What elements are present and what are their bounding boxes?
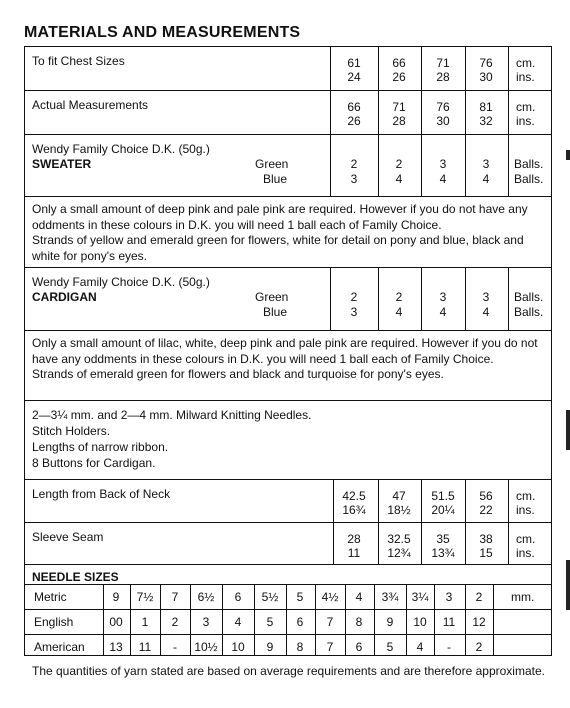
row-divider	[24, 522, 552, 523]
sleeve-cm-value: 38	[479, 532, 493, 546]
chest-ins-value: 24	[347, 70, 361, 84]
cardigan-green-value: 3	[482, 290, 490, 304]
sleeve-unit-cm: cm.	[516, 532, 536, 546]
needle-metric-value: 3¾	[381, 590, 399, 604]
length-cm-value: 56	[479, 489, 493, 503]
actual-unit-ins: ins.	[516, 114, 535, 128]
needle-english-value: 11	[442, 615, 456, 629]
length-cm-value: 51.5	[431, 489, 455, 503]
sweater-green-value: 2	[350, 157, 358, 171]
sweater-unit: Balls.	[514, 157, 544, 171]
actual-cm-value: 66	[347, 100, 361, 114]
actual-ins-value: 32	[479, 114, 493, 128]
cardigan-green-value: 2	[395, 290, 403, 304]
sweater-blue-value: 4	[482, 172, 490, 186]
needle-american-value: 6	[355, 640, 363, 654]
needle-american-value: 8	[296, 640, 304, 654]
footnote: The quantities of yarn stated are based on average requirements and are therefore approximate.	[32, 664, 545, 678]
chest-ins-value: 26	[392, 70, 406, 84]
length-unit-ins: ins.	[516, 503, 535, 517]
actual-label: Actual Measurements	[32, 98, 149, 112]
row-divider	[24, 134, 552, 135]
length-ins-value: 22	[479, 503, 493, 517]
needle-english-value: 8	[355, 615, 363, 629]
needle-sizes-heading: NEEDLE SIZES	[32, 570, 119, 584]
chest-unit-ins: ins.	[516, 70, 535, 84]
cardigan-color2-label: Blue	[263, 305, 288, 319]
cardigan-unit: Balls.	[514, 305, 544, 319]
needle-american-value: -	[173, 640, 177, 654]
sleeve-cm-value: 28	[347, 532, 361, 546]
row-divider	[24, 90, 552, 91]
sweater-green-value: 2	[395, 157, 403, 171]
cardigan-blue-value: 4	[482, 305, 490, 319]
sleeve-cm-value: 32.5	[387, 532, 411, 546]
sweater-green-value: 3	[482, 157, 490, 171]
needle-english-value: 6	[296, 615, 304, 629]
needle-english-value: 5	[266, 615, 274, 629]
needle-english-value: 12	[472, 615, 486, 629]
cardigan-note	[32, 336, 546, 383]
needle-english-value: 00	[109, 615, 123, 629]
sleeve-unit-ins: ins.	[516, 546, 535, 560]
needle-metric-value: 9	[112, 590, 120, 604]
cardigan-blue-value: 3	[350, 305, 358, 319]
needle-metric-value: 5	[296, 590, 304, 604]
sweater-note-paragraph: Strands of yellow and emerald green for flowers, white for detail on pony and blue, black and white for pony's eyes.	[32, 233, 524, 263]
needle-american-value: 10½	[194, 640, 218, 654]
cardigan-green-value: 3	[439, 290, 447, 304]
needle-metric-value: 7	[171, 590, 179, 604]
sweater-unit: Balls.	[514, 172, 544, 186]
needle-metric-value: 6	[234, 590, 242, 604]
cardigan-blue-value: 4	[439, 305, 447, 319]
needle-american-value: 13	[109, 640, 123, 654]
length-cm-value: 42.5	[342, 489, 366, 503]
needle-metric-value: 3¼	[411, 590, 429, 604]
needle-english-value: 3	[202, 615, 210, 629]
actual-cm-value: 76	[436, 100, 450, 114]
row-divider	[24, 400, 552, 401]
sleeve-ins-value: 12¾	[387, 546, 411, 560]
row-divider	[24, 330, 552, 331]
sleeve-label: Sleeve Seam	[32, 530, 104, 544]
needle-metric-value: 4½	[321, 590, 339, 604]
needle-american-value: 5	[386, 640, 394, 654]
cardigan-note-paragraph: Only a small amount of lilac, white, deep pink and pale pink are required. However if you do not have any oddments in these colours in D.K. you will need 1 ball each of Family Choice.	[32, 336, 538, 366]
row-divider	[24, 196, 552, 197]
materials-list-item: Lengths of narrow ribbon.	[32, 440, 169, 454]
chest-cm-value: 61	[347, 56, 361, 70]
chest-ins-value: 30	[479, 70, 493, 84]
cardigan-note-paragraph: Strands of emerald green for flowers and black and turquoise for pony's eyes.	[32, 367, 444, 381]
sweater-color1-label: Green	[255, 157, 289, 171]
sleeve-ins-value: 11	[347, 546, 361, 560]
adjacent-page-edge	[566, 560, 570, 610]
length-label: Length from Back of Neck	[32, 487, 171, 501]
cardigan-blue-value: 4	[395, 305, 403, 319]
needle-metric-label: Metric	[34, 590, 67, 604]
needle-english-value: 7	[326, 615, 334, 629]
needle-american-value: 10	[231, 640, 245, 654]
actual-ins-value: 26	[347, 114, 361, 128]
actual-cm-value: 71	[392, 100, 406, 114]
adjacent-page-edge	[566, 150, 570, 160]
needle-metric-value: 5½	[261, 590, 279, 604]
cardigan-green-value: 2	[350, 290, 358, 304]
row-divider	[24, 564, 552, 565]
length-unit-cm: cm.	[516, 489, 536, 503]
actual-cm-value: 81	[479, 100, 493, 114]
chest-cm-value: 76	[479, 56, 493, 70]
sweater-note	[32, 202, 546, 264]
sweater-blue-value: 4	[439, 172, 447, 186]
needle-english-value: 9	[386, 615, 394, 629]
length-cm-value: 47	[392, 489, 406, 503]
needle-metric-value: 4	[355, 590, 363, 604]
chest-cm-value: 71	[436, 56, 450, 70]
needle-american-value: 9	[266, 640, 274, 654]
sweater-yarn: Wendy Family Choice D.K. (50g.)	[32, 142, 210, 156]
needle-english-value: 4	[234, 615, 242, 629]
actual-unit-cm: cm.	[516, 100, 536, 114]
needle-american-value: 4	[416, 640, 424, 654]
needle-metric-value: 2	[475, 590, 483, 604]
needle-metric-value: 3	[445, 590, 453, 604]
sleeve-ins-value: 15	[479, 546, 493, 560]
sweater-blue-value: 4	[395, 172, 403, 186]
sweater-color2-label: Blue	[263, 172, 288, 186]
page-title: MATERIALS AND MEASUREMENTS	[24, 24, 301, 41]
row-divider	[24, 479, 552, 480]
needle-english-label: English	[34, 615, 74, 629]
adjacent-page-edge	[566, 410, 570, 450]
cardigan-color1-label: Green	[255, 290, 289, 304]
needle-english-value: 10	[413, 615, 427, 629]
needle-metric-value: 7½	[136, 590, 154, 604]
chest-label: To fit Chest Sizes	[32, 54, 125, 68]
actual-ins-value: 28	[392, 114, 406, 128]
cardigan-yarn: Wendy Family Choice D.K. (50g.)	[32, 275, 210, 289]
sleeve-cm-value: 35	[436, 532, 450, 546]
needle-metric-unit: mm.	[511, 590, 535, 604]
row-divider	[24, 267, 552, 268]
sweater-note-paragraph: Only a small amount of deep pink and pale pink are required. However if you do not have any oddments in these colours in D.K. you will need 1 ball each of Family Choice.	[32, 202, 528, 232]
needle-english-value: 1	[141, 615, 149, 629]
chest-cm-value: 66	[392, 56, 406, 70]
sleeve-ins-value: 13¾	[431, 546, 455, 560]
length-ins-value: 16¾	[342, 503, 366, 517]
cardigan-unit: Balls.	[514, 290, 544, 304]
materials-list-item: 2—3¼ mm. and 2—4 mm. Milward Knitting Needles.	[32, 408, 312, 422]
length-ins-value: 18½	[387, 503, 411, 517]
needle-english-value: 2	[171, 615, 179, 629]
sweater-blue-value: 3	[350, 172, 358, 186]
actual-ins-value: 30	[436, 114, 450, 128]
needle-metric-value: 6½	[197, 590, 215, 604]
needle-american-value: -	[447, 640, 451, 654]
needle-american-value: 7	[326, 640, 334, 654]
needle-american-label: American	[34, 640, 85, 654]
needle-american-value: 11	[138, 640, 152, 654]
chest-ins-value: 28	[436, 70, 450, 84]
cardigan-heading: CARDIGAN	[32, 290, 97, 304]
chest-unit-cm: cm.	[516, 56, 536, 70]
sweater-green-value: 3	[439, 157, 447, 171]
length-ins-value: 20¼	[431, 503, 455, 517]
needle-american-value: 2	[475, 640, 483, 654]
materials-list-item: Stitch Holders.	[32, 424, 111, 438]
sweater-heading: SWEATER	[32, 157, 92, 171]
materials-list-item: 8 Buttons for Cardigan.	[32, 456, 156, 470]
